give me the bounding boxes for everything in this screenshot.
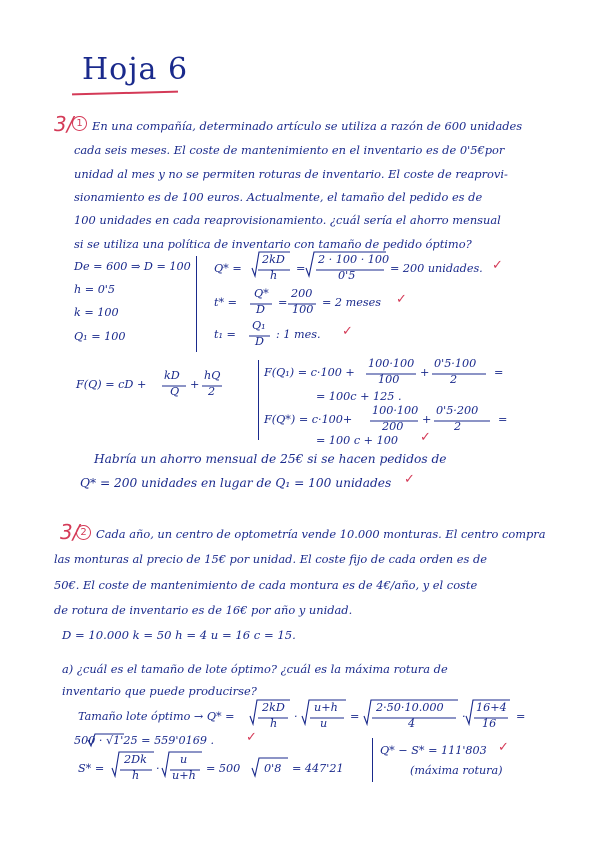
qstar-result: = 200 unidades.: [390, 262, 483, 275]
cost-den2: 2: [208, 385, 216, 398]
radical-sign: [112, 752, 154, 776]
fqstar-den1: 200: [382, 420, 404, 433]
tstar-lhs: t* =: [214, 296, 238, 309]
fqstar-eq: =: [498, 413, 508, 426]
problem-number-2: 2: [76, 525, 91, 540]
fqstar-num2: 0'5·200: [436, 404, 479, 417]
lote-den4: 16: [482, 717, 497, 730]
lote-result: 500 · √1'25 = 559'0169 .: [74, 734, 215, 747]
fq1-den1: 100: [378, 373, 400, 386]
t1-result: : 1 mes.: [276, 328, 321, 341]
sstar-den2: u+h: [172, 769, 196, 782]
radical-sign: [250, 700, 290, 724]
lote-frac2-num: u+h: [314, 701, 338, 714]
fqstar-num1: 100·100: [372, 404, 419, 417]
p2-statement-line: Cada año, un centro de optometría vende 10.000 monturas. El centro compra: [96, 527, 546, 541]
lote-dot: ·: [294, 710, 298, 723]
tstar-den2: 100: [292, 303, 314, 316]
tstar-result: = 2 meses: [322, 296, 381, 309]
radical-sign: [306, 252, 386, 276]
grade-mark-1: 3/: [54, 112, 74, 136]
page-title: Hoja 6: [82, 52, 189, 87]
sstar-result: = 447'21: [292, 762, 344, 775]
lote-num4: 16+4: [476, 701, 507, 714]
p1-data-q1: Q₁ = 100: [74, 330, 126, 343]
cost-num2: hQ: [204, 369, 221, 382]
p1-data-h: h = 0'5: [74, 283, 116, 296]
fqstar-result: = 100 c + 100: [316, 434, 398, 447]
radical-sign: [466, 700, 510, 724]
p1-statement-line: 100 unidades en cada reaprovisionamiento. ¿cuál sería el ahorro mensual: [74, 213, 501, 227]
radical-sign: [252, 758, 288, 776]
check-mark: ✓: [420, 430, 431, 445]
cost-function: F(Q) = cD +: [76, 378, 147, 391]
fq1-num2: 0'5·100: [434, 357, 477, 370]
fq1-plus: +: [420, 366, 430, 379]
check-mark: ✓: [342, 324, 353, 339]
p2-statement-line: 50€. El coste de mantenimiento de cada montura es de 4€/año, y el coste: [54, 578, 478, 592]
sstar-root: 0'8: [264, 762, 282, 775]
check-mark: ✓: [404, 472, 415, 487]
tstar-num1: Q*: [254, 287, 269, 300]
fqstar-lhs: F(Q*) = c·100+: [264, 413, 353, 426]
tstar-eq: =: [278, 296, 288, 309]
sstar-mid: = 500: [206, 762, 241, 775]
radical-sign: [162, 752, 202, 776]
lote-frac-num: 2kD: [262, 701, 285, 714]
lote-eq: =: [350, 710, 360, 723]
sstar-num2: u: [180, 753, 188, 766]
grade-mark-2: 3/: [60, 520, 80, 544]
sstar-lhs: S* =: [78, 762, 105, 775]
p2-question-line: inventario que puede producirse?: [62, 684, 257, 698]
p2-statement-line: de rotura de inventario es de 16€ por año y unidad.: [54, 603, 353, 617]
fqstar-den2: 2: [454, 420, 462, 433]
lote-label: Tamaño lote óptimo → Q* =: [78, 710, 235, 723]
qstar-root-num: 2 · 100 · 100: [318, 253, 390, 266]
qstar-lhs: Q* =: [214, 262, 242, 275]
fqstar-plus: +: [422, 413, 432, 426]
radical-sign: [252, 252, 290, 276]
cost-plus: +: [190, 378, 200, 391]
p1-statement-line: sionamiento es de 100 euros. Actualmente, el tamaño del pedido es de: [74, 190, 483, 204]
qs-difference: Q* − S* = 111'803: [380, 744, 487, 757]
p1-statement-line: cada seis meses. El coste de mantenimiento en el inventario es de 0'5€por: [74, 143, 505, 157]
p1-data-demand: De = 600 ⇒ D = 100: [74, 260, 191, 273]
lote-den3: 4: [408, 717, 416, 730]
qstar-root-den: 0'5: [338, 269, 356, 282]
p1-statement-line: si se utiliza una política de inventario con tamaño de pedido óptimo?: [74, 237, 472, 251]
radical-sign: [88, 734, 124, 746]
p1-conclusion-line: Habría un ahorro mensual de 25€ si se hacen pedidos de: [94, 452, 447, 466]
lote-dot2: ·: [462, 710, 466, 723]
radical-sign: [302, 700, 346, 724]
qstar-frac-den: h: [270, 269, 278, 282]
check-mark: ✓: [396, 292, 407, 307]
sstar-num1: 2Dk: [124, 753, 147, 766]
lote-eq2: =: [516, 710, 526, 723]
tstar-num2: 200: [291, 287, 313, 300]
fq1-eq: =: [494, 366, 504, 379]
sstar-den1: h: [132, 769, 140, 782]
t1-lhs: t₁ =: [214, 328, 236, 341]
check-mark: ✓: [498, 740, 509, 755]
qstar-eq: =: [296, 262, 306, 275]
p1-data-k: k = 100: [74, 306, 119, 319]
p1-statement-line: En una compañía, determinado artículo se utiliza a razón de 600 unidades: [92, 119, 523, 133]
fq1-den2: 2: [450, 373, 458, 386]
p2-data: D = 10.000 k = 50 h = 4 u = 16 c = 15.: [62, 628, 296, 642]
fq1-lhs: F(Q₁) = c·100 +: [264, 366, 355, 379]
sstar-dot: ·: [156, 762, 160, 775]
qstar-frac-num: 2kD: [262, 253, 285, 266]
lote-frac2-den: u: [320, 717, 328, 730]
fq1-result: = 100c + 125 .: [316, 390, 402, 403]
tstar-den1: D: [256, 303, 265, 316]
fq1-num1: 100·100: [368, 357, 415, 370]
p2-question-line: a) ¿cuál es el tamaño de lote óptimo? ¿cuál es la máxima rotura de: [62, 662, 448, 676]
cost-num1: kD: [164, 369, 180, 382]
radical-sign: [364, 700, 458, 724]
max-shortage-note: (máxima rotura): [410, 764, 503, 777]
cost-den1: Q: [170, 385, 180, 398]
lote-num3: 2·50·10.000: [376, 701, 444, 714]
check-mark: ✓: [492, 258, 503, 273]
t1-den: D: [255, 335, 264, 348]
p1-statement-line: unidad al mes y no se permiten roturas de inventario. El coste de reaprovi-: [74, 167, 508, 181]
p1-conclusion-line: Q* = 200 unidades en lugar de Q₁ = 100 unidades: [80, 476, 392, 490]
t1-num: Q₁: [252, 319, 266, 332]
check-mark: ✓: [246, 730, 257, 745]
problem-number-1: 1: [72, 116, 87, 131]
lote-frac-den: h: [270, 717, 278, 730]
p2-statement-line: las monturas al precio de 15€ por unidad. El coste fijo de cada orden es de: [54, 552, 487, 566]
